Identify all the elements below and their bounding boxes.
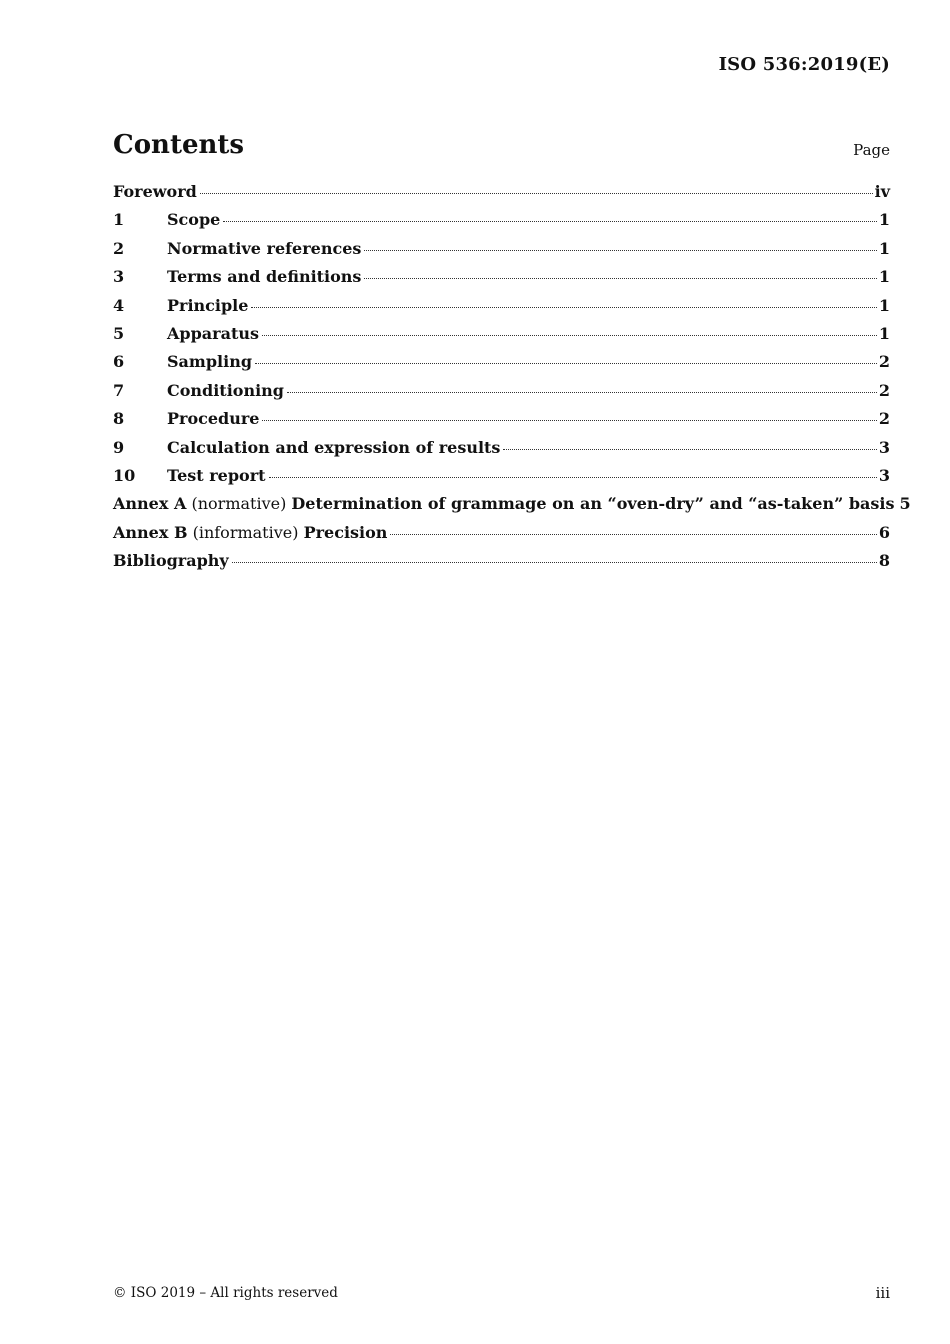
toc-entry-title: Principle (167, 295, 249, 315)
toc-annex-label: Annex B (113, 522, 188, 542)
toc-entry-clause-5[interactable] (113, 324, 890, 352)
toc-entry-number: 3 (113, 267, 125, 287)
toc-entry-page: 1 (878, 295, 890, 315)
dot-leader (262, 420, 876, 421)
dot-leader (255, 363, 877, 364)
footer-page-number: iii (875, 1284, 890, 1302)
dot-leader (251, 307, 876, 308)
toc-entry-number: 8 (113, 409, 125, 429)
toc-entry-page: 3 (878, 465, 890, 485)
toc-entry-number: 2 (113, 238, 125, 258)
toc-entry-annex-b[interactable] (113, 523, 890, 551)
toc-entry-number: 9 (113, 437, 125, 457)
toc-annex-type: (normative) (191, 494, 287, 514)
toc-entry-title: Sampling (167, 352, 253, 372)
toc-entry-page: 2 (878, 409, 890, 429)
toc-entry-title: Procedure (167, 409, 260, 429)
toc-entry-clause-3[interactable] (113, 267, 890, 295)
document-id: ISO 536:2019(E) (718, 54, 890, 75)
toc-entry-clause-1[interactable] (113, 210, 890, 238)
toc-entry-clause-2[interactable] (113, 239, 890, 267)
dot-leader (200, 193, 873, 194)
toc-entry-page: 3 (878, 437, 890, 457)
dot-leader (390, 534, 876, 535)
toc-entry-title: Apparatus (167, 323, 259, 343)
table-of-contents (113, 182, 911, 579)
dot-leader (262, 335, 877, 336)
toc-entry-title: Bibliography (113, 551, 229, 571)
toc-entry-page: 5 (899, 494, 911, 514)
footer-copyright: © ISO 2019 – All rights reserved (113, 1285, 338, 1301)
toc-entry-number: 10 (113, 465, 136, 485)
toc-entry-page: 2 (878, 352, 890, 372)
toc-entry-number: 7 (113, 380, 125, 400)
toc-entry-clause-6[interactable] (113, 352, 890, 380)
toc-entry-page: 1 (878, 238, 890, 258)
toc-entry-clause-10[interactable] (113, 466, 890, 494)
toc-entry-title: Scope (167, 210, 221, 230)
toc-entry-page: 2 (878, 380, 890, 400)
toc-entry-number: 1 (113, 210, 125, 230)
toc-entry-title: Determination of grammage on an “oven-dry” and “as-taken” basis (291, 494, 895, 514)
toc-entry-page: 6 (878, 522, 890, 542)
toc-entry-annex-a[interactable] (113, 494, 911, 522)
dot-leader (269, 477, 877, 478)
toc-entry-number: 5 (113, 323, 125, 343)
dot-leader (503, 449, 876, 450)
toc-entry-title: Terms and definitions (167, 267, 362, 287)
toc-entry-title: Conditioning (167, 380, 284, 400)
toc-entry-bibliography[interactable] (113, 551, 890, 579)
toc-entry-number: 4 (113, 295, 125, 315)
toc-entry-clause-7[interactable] (113, 381, 890, 409)
toc-entry-foreword[interactable] (113, 182, 890, 210)
dot-leader (287, 392, 877, 393)
dot-leader (364, 250, 876, 251)
toc-entry-page: 1 (878, 210, 890, 230)
toc-entry-page: 8 (878, 551, 890, 571)
toc-entry-title: Normative references (167, 238, 362, 258)
toc-entry-title: Test report (167, 465, 266, 485)
toc-entry-clause-8[interactable] (113, 409, 890, 437)
toc-annex-type: (informative) (192, 522, 299, 542)
toc-entry-title: Calculation and expression of results (167, 437, 501, 457)
toc-entry-number: 6 (113, 352, 125, 372)
toc-entry-title: Precision (303, 522, 388, 542)
toc-entry-clause-4[interactable] (113, 296, 890, 324)
toc-entry-page: 1 (878, 267, 890, 287)
dot-leader (223, 221, 877, 222)
toc-entry-clause-9[interactable] (113, 438, 890, 466)
toc-entry-page: 1 (878, 323, 890, 343)
dot-leader (364, 278, 876, 279)
page-title: Contents (113, 130, 245, 160)
toc-annex-label: Annex A (113, 494, 187, 514)
toc-entry-page: iv (874, 182, 890, 201)
page-column-label: Page (853, 141, 890, 159)
toc-entry-title: Foreword (113, 182, 197, 201)
dot-leader (232, 562, 877, 563)
